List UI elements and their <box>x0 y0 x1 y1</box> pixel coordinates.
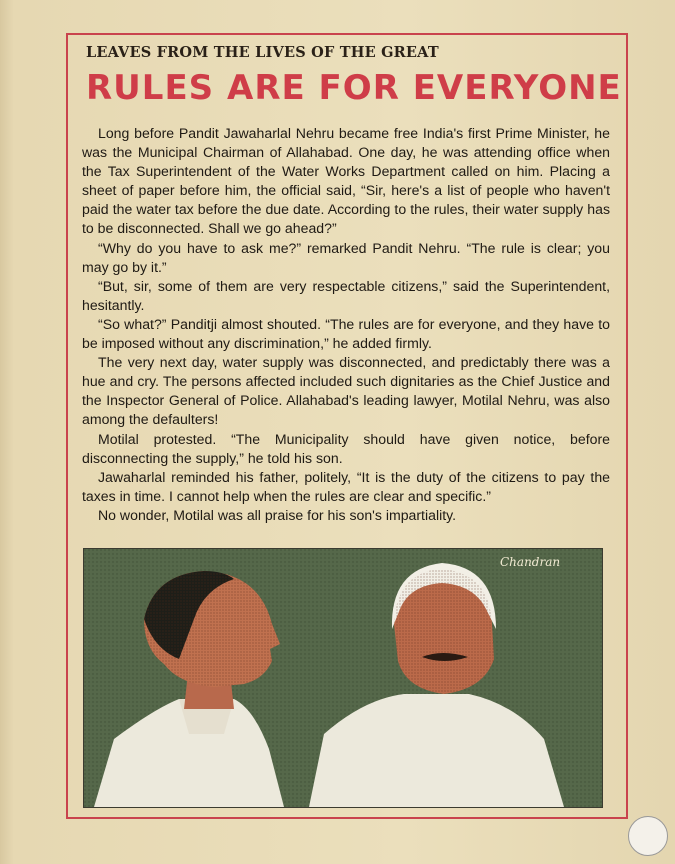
story-paragraph: The very next day, water supply was disconnected, and predictably there was a hue and cry. The persons affected included such dignitaries as the Chief Justice and the Inspector General of Police. Allahabad's leading lawyer, Motilal Nehru, was also among the defaulters! <box>82 354 610 428</box>
illustration-drawing <box>84 549 602 807</box>
story-illustration <box>83 548 603 808</box>
section-kicker: LEAVES FROM THE LIVES OF THE GREAT <box>86 44 439 61</box>
story-paragraph: “Why do you have to ask me?” remarked Pandit Nehru. “The rule is clear; you may go by it.” <box>82 239 610 275</box>
artist-signature: Chandran <box>500 555 561 569</box>
story-paragraph: “So what?” Panditji almost shouted. “The rules are for everyone, and they have to be imposed without any discrimination,” he added firmly. <box>82 315 610 352</box>
story-paragraph: No wonder, Motilal was all praise for his son's impartiality. <box>98 506 457 523</box>
story-body <box>82 124 610 525</box>
story-paragraph: Jawaharlal reminded his father, politely, “It is the duty of the citizens to pay the taxes in time. I cannot help when the rules are clear and specific.” <box>82 468 610 504</box>
watermark-stamp <box>628 816 668 856</box>
story-title: RULES ARE FOR EVERYONE <box>86 68 622 108</box>
story-paragraph: Long before Pandit Jawaharlal Nehru became free India's first Prime Minister, he was the Municipal Chairman of Allahabad. One day, he was attending office when the Tax Superintendent of the Water Works Department called on him. Placing a sheet of paper before him, the official said, “Sir, here's a list of people who haven't paid the water tax before the due date. According to the rules, their water supply has to be disconnected. Shall we go ahead?” <box>82 125 610 237</box>
story-paragraph: “But, sir, some of them are very respectable citizens,” said the Superintendent, hesitantly. <box>82 277 610 313</box>
story-paragraph: Motilal protested. “The Municipality should have given notice, before disconnecting the supply,” he told his son. <box>82 430 610 466</box>
